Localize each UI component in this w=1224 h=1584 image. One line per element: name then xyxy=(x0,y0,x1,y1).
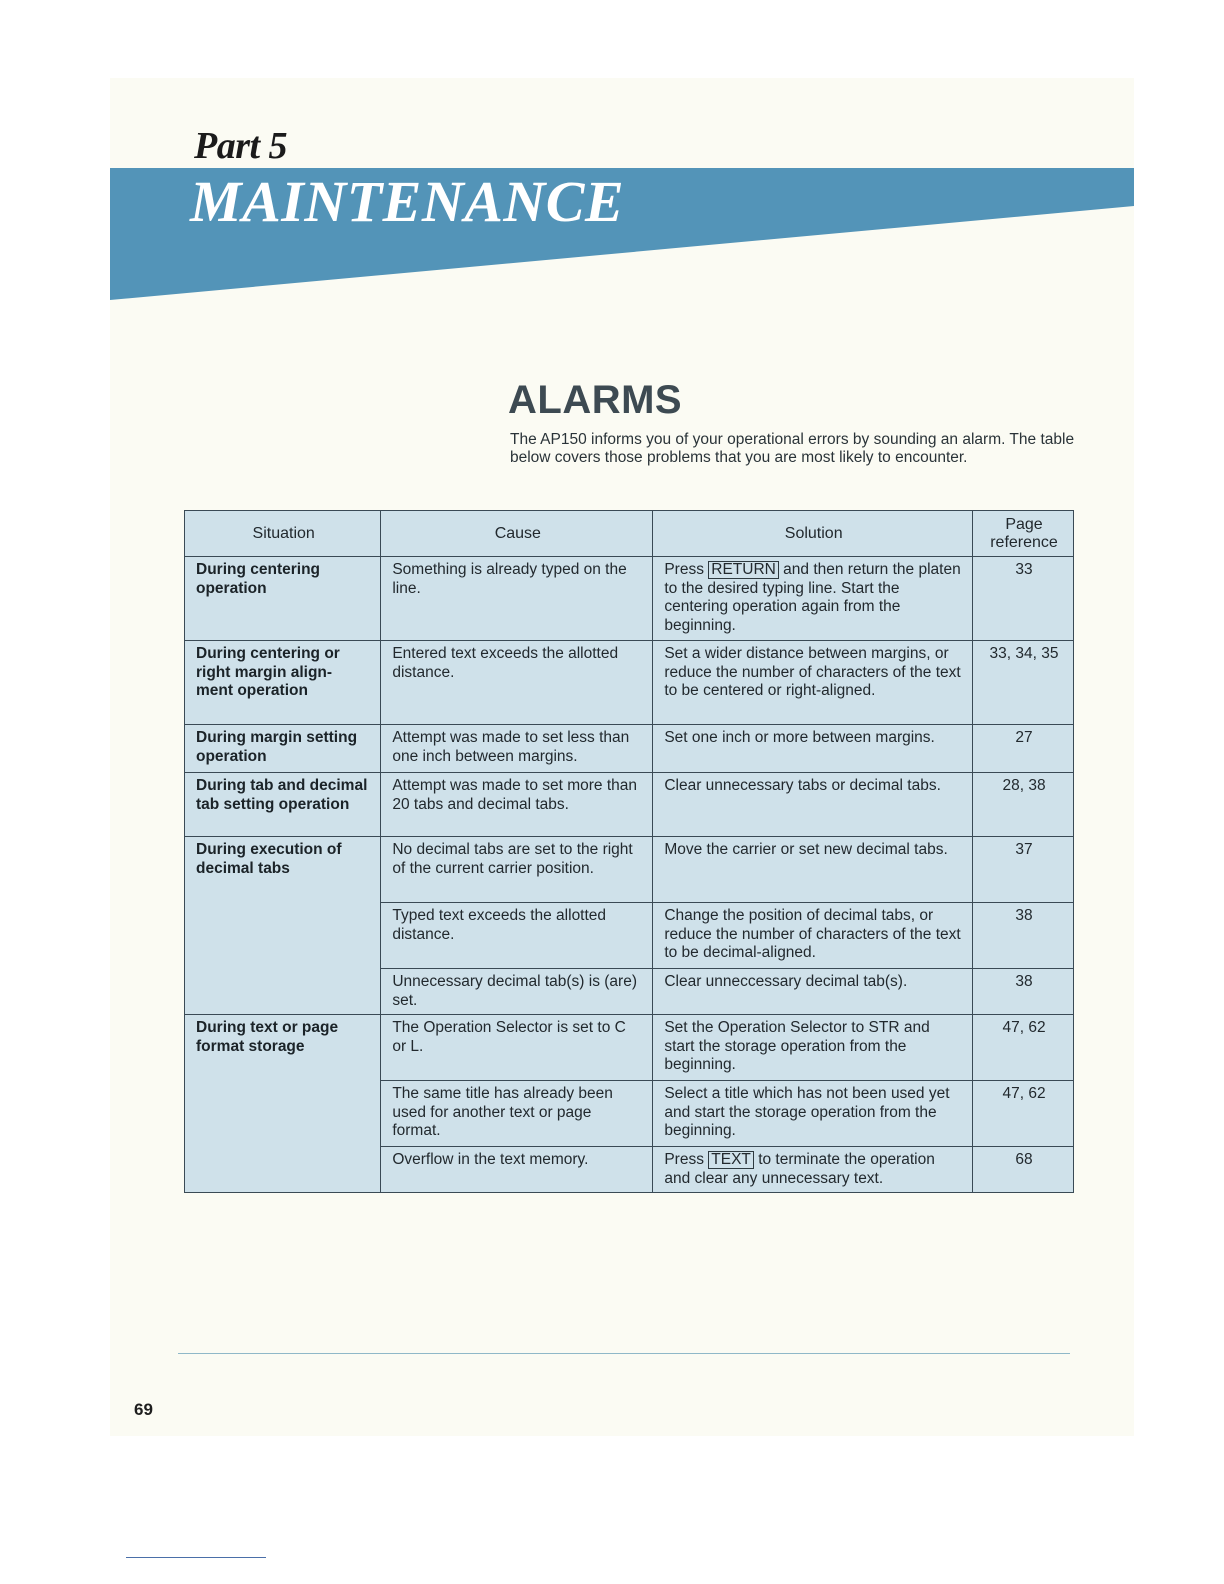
section-heading: ALARMS xyxy=(508,378,683,422)
page-reference-cell: 68 xyxy=(973,1147,1074,1193)
page-reference-cell: 47, 62 xyxy=(973,1081,1074,1147)
situation-cell: During margin setting operation xyxy=(185,725,381,773)
page-reference-cell: 47, 62 xyxy=(973,1015,1074,1081)
page-reference-cell: 38 xyxy=(973,903,1074,969)
page-reference-cell: 33 xyxy=(973,557,1074,641)
solution-cell: Set the Operation Selector to STR and start the storage operation from the beginning. xyxy=(653,1015,973,1081)
solution-cell: Clear unneccessary decimal tab(s). xyxy=(653,969,973,1015)
cause-cell: Overflow in the text memory. xyxy=(381,1147,653,1193)
situation-cell: During centering or right margin align- ment operation xyxy=(185,641,381,725)
solution-cell: Clear unnecessary tabs or decimal tabs. xyxy=(653,773,973,837)
cause-cell: No decimal tabs are set to the right of the current carrier position. xyxy=(381,837,653,903)
solution-text: and then return the platen to the desired typing line. Start the centering operation again from the beginning. xyxy=(664,561,961,634)
page-number: 69 xyxy=(134,1400,153,1419)
situation-cell: During execution of decimal tabs xyxy=(185,837,381,1015)
cause-cell: Entered text exceeds the allotted distance. xyxy=(381,641,653,725)
solution-text: to terminate the operation and clear any unnecessary text. xyxy=(664,1151,935,1187)
table-row xyxy=(185,725,1074,773)
table-header-row xyxy=(185,511,1074,557)
header-situation: Situation xyxy=(185,511,381,557)
part-label: Part 5 xyxy=(194,125,288,167)
solution-cell xyxy=(653,1147,973,1193)
chapter-title: MAINTENANCE xyxy=(190,169,625,234)
page-reference-cell: 37 xyxy=(973,837,1074,903)
situation-cell: During centering operation xyxy=(185,557,381,641)
page-reference-cell: 38 xyxy=(973,969,1074,1015)
footer-divider xyxy=(178,1353,1070,1354)
solution-cell xyxy=(653,557,973,641)
alarms-table xyxy=(184,510,1074,1193)
table-row xyxy=(185,773,1074,837)
page-reference-cell: 27 xyxy=(973,725,1074,773)
situation-cell: During text or page format storage xyxy=(185,1015,381,1193)
page-reference-cell: 33, 34, 35 xyxy=(973,641,1074,725)
page-reference-cell: 28, 38 xyxy=(973,773,1074,837)
section-intro: The AP150 informs you of your operational errors by sounding an alarm. The table below covers those problems that you are most likely to encounter. xyxy=(510,431,1075,466)
solution-cell: Set a wider distance between margins, or reduce the number of characters of the text to be centered or right-aligned. xyxy=(653,641,973,725)
situation-cell: During tab and decimal tab setting operation xyxy=(185,773,381,837)
cause-cell: Typed text exceeds the allotted distance. xyxy=(381,903,653,969)
table-row xyxy=(185,557,1074,641)
cause-cell: Unnecessary decimal tab(s) is (are) set. xyxy=(381,969,653,1015)
table-row xyxy=(185,1015,1074,1081)
cause-cell: Attempt was made to set less than one inch between margins. xyxy=(381,725,653,773)
solution-cell: Set one inch or more between margins. xyxy=(653,725,973,773)
header-solution: Solution xyxy=(653,511,973,557)
table-row xyxy=(185,641,1074,725)
text-key-label: TEXT xyxy=(708,1151,754,1169)
header-page-reference: Page reference xyxy=(973,511,1074,557)
solution-cell: Select a title which has not been used yet and start the storage operation from the beginning. xyxy=(653,1081,973,1147)
solution-text: Press xyxy=(664,561,709,578)
header-cause: Cause xyxy=(381,511,653,557)
cause-cell: Something is already typed on the line. xyxy=(381,557,653,641)
bottom-rule xyxy=(126,1557,266,1558)
cause-cell: The same title has already been used for another text or page format. xyxy=(381,1081,653,1147)
solution-text: Press xyxy=(664,1151,709,1168)
solution-cell: Move the carrier or set new decimal tabs. xyxy=(653,837,973,903)
cause-cell: Attempt was made to set more than 20 tabs and decimal tabs. xyxy=(381,773,653,837)
cause-cell: The Operation Selector is set to C or L. xyxy=(381,1015,653,1081)
return-key-label: RETURN xyxy=(708,561,779,579)
solution-cell: Change the position of decimal tabs, or reduce the number of characters of the text to be decimal-aligned. xyxy=(653,903,973,969)
table-row xyxy=(185,837,1074,903)
